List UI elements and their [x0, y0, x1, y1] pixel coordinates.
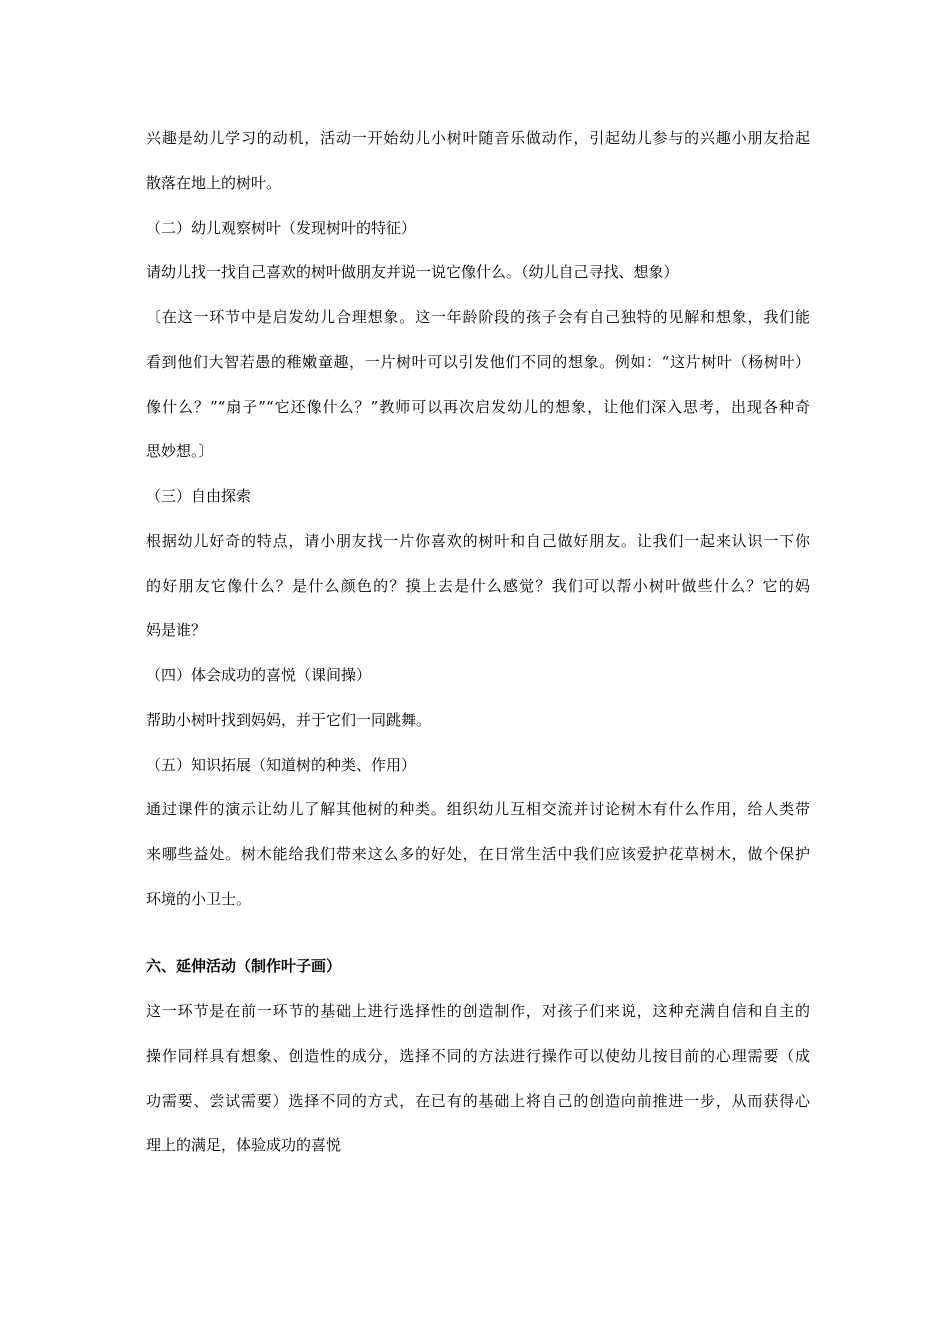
paragraph-line: 理上的满足，体验成功的喜悦 [146, 1136, 342, 1154]
section-heading: 六、延伸活动（制作叶子画） [146, 957, 342, 975]
paragraph-line: 散落在地上的树叶。 [146, 174, 282, 192]
paragraph-line: 操作同样具有想象、创造性的成分，选择不同的方法进行操作可以使幼儿按目前的心理需要（成 [146, 1047, 810, 1065]
paragraph-line: 根据幼儿好奇的特点，请小朋友找一片你喜欢的树叶和自己做好朋友。让我们一起来认识一下你 [146, 532, 810, 550]
paragraph-line: 的好朋友它像什么？是什么颜色的？摸上去是什么感觉？我们可以帮小树叶做些什么？它的妈 [146, 577, 810, 595]
paragraph-line: 请幼儿找一找自己喜欢的树叶做朋友并说一说它像什么。（幼儿自己寻找、想象） [146, 263, 679, 281]
paragraph-line: 看到他们大智若愚的稚嫩童趣，一片树叶可以引发他们不同的想象。例如：“这片树叶（杨树叶） [146, 353, 810, 371]
paragraph-line: 功需要、尝试需要）选择不同的方式，在已有的基础上将自己的创造向前推进一步，从而获得心 [146, 1092, 810, 1110]
paragraph-line: 像什么？”“扇子”“它还像什么？”教师可以再次启发幼儿的想象，让他们深入思考，出现各种奇 [146, 398, 810, 416]
paragraph-line: 妈是谁？ [146, 621, 207, 639]
paragraph-line: 这一环节是在前一环节的基础上进行选择性的创造制作，对孩子们来说，这种充满自信和自主的 [146, 1002, 810, 1020]
paragraph-line: 兴趣是幼儿学习的动机，活动一开始幼儿小树叶随音乐做动作，引起幼儿参与的兴趣小朋友拾起 [146, 129, 810, 147]
subheading-line: （三）自由探索 [146, 487, 252, 505]
paragraph-line: 通过课件的演示让幼儿了解其他树的种类。组织幼儿互相交流并讨论树木有什么作用，给人类带 [146, 800, 810, 818]
subheading-line: （二）幼儿观察树叶（发现树叶的特征） [146, 219, 417, 237]
paragraph-line: 〔在这一环节中是启发幼儿合理想象。这一年龄阶段的孩子会有自己独特的见解和想象，我们能 [146, 308, 810, 326]
subheading-line: （五）知识拓展（知道树的种类、作用） [146, 756, 417, 774]
subheading-line: （四）体会成功的喜悦（课间操） [146, 666, 372, 684]
paragraph-line: 思妙想。〕 [146, 442, 214, 460]
paragraph-line: 环境的小卫士。 [146, 890, 252, 908]
paragraph-line: 来哪些益处。树木能给我们带来这么多的好处，在日常生活中我们应该爱护花草树木，做个保护 [146, 845, 810, 863]
paragraph-line: 帮助小树叶找到妈妈，并于它们一同跳舞。 [146, 711, 432, 729]
